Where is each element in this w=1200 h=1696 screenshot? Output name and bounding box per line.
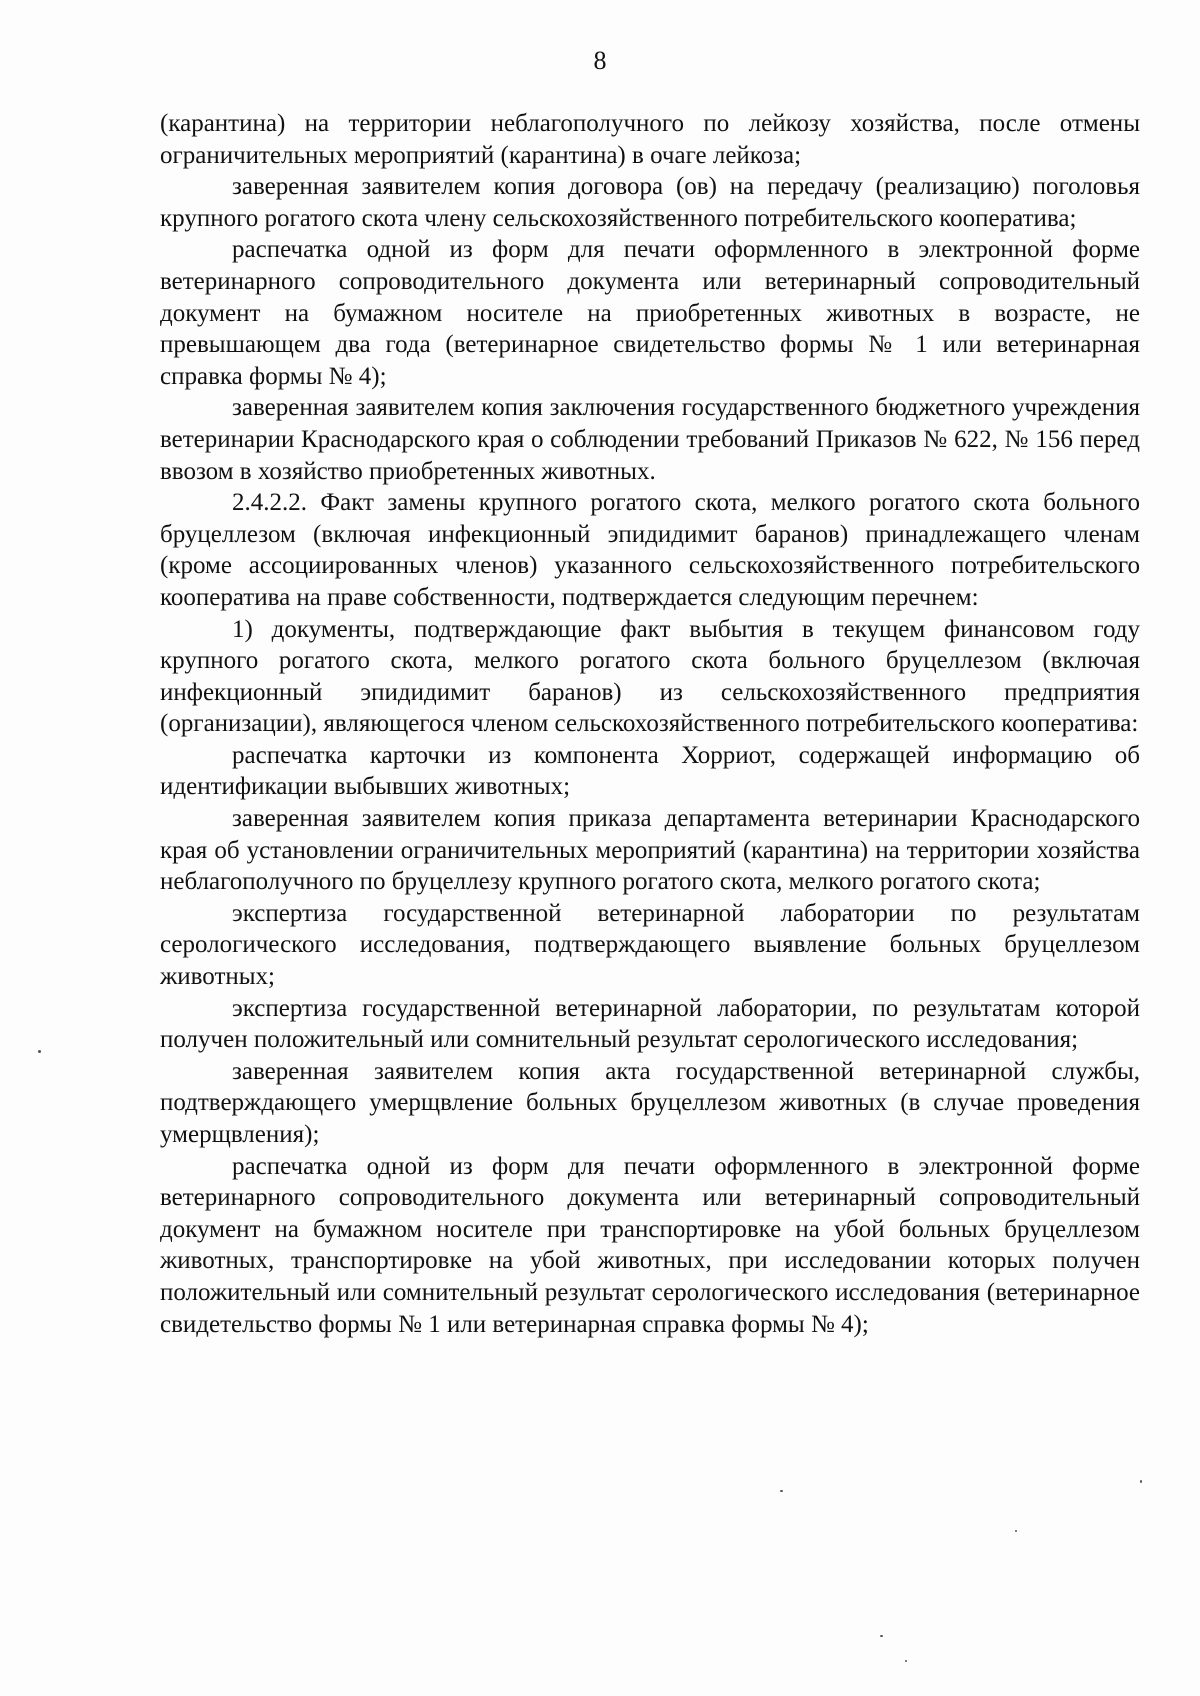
- paragraph-vet-document-slaughter: распечатка одной из форм для печати оформленного в электронной форме ветеринарного сопроводительного документа или ветеринарный сопроводительный документ на бумажном носителе при транспортировке на убой больных бруцеллезом животных, транспортировке на убой животных, при исследовании которых получен положительный или сомнительный результат серологического исследования (ветеринарное свидетельство формы № 1 или ветеринарная справка формы № 4);: [160, 1152, 1140, 1338]
- paragraph-transfer-contract: заверенная заявителем копия договора (ов) на передачу (реализацию) поголовья крупного рогатого скота члену сельскохозяйственного потребительского кооператива;: [160, 173, 1140, 232]
- paragraph-item-1-documents: 1) документы, подтверждающие факт выбытия в текущем финансовом году крупного рогатого скота, мелкого рогатого скота больного бруцеллезом (включая инфекционный эпидидимит баранов) из сельскохозяйственного предприятия (организации), являющегося членом сельскохозяйственного потребительского кооператива:: [160, 615, 1140, 738]
- scan-speck: [1140, 1480, 1142, 1483]
- document-body: [160, 108, 1140, 1340]
- scan-speck: [1015, 1530, 1017, 1532]
- paragraph-section-2-4-2-2: 2.4.2.2. Факт замены крупного рогатого скота, мелкого рогатого скота больного бруцеллезом (включая инфекционный эпидидимит баранов) принадлежащего членам (кроме ассоциированных членов) указанного сельскохозяйственного потребительского кооператива на праве собственности, подтверждается следующим перечнем:: [160, 489, 1140, 611]
- page-number: 8: [593, 46, 607, 75]
- paragraph-horriot-card: распечатка карточки из компонента Хорриот, содержащей информацию об идентификации выбывших животных;: [160, 741, 1140, 801]
- paragraph-culling-act: заверенная заявителем копия акта государственной ветеринарной службы, подтверждающего умерщвление больных бруцеллезом животных (в случае проведения умерщвления);: [160, 1057, 1140, 1148]
- scan-speck: [780, 1490, 783, 1492]
- scan-speck: [905, 1660, 907, 1662]
- scan-speck: [38, 1050, 41, 1053]
- paragraph-department-order: заверенная заявителем копия приказа департамента ветеринарии Краснодарского края об установлении ограничительных мероприятий (карантина) на территории хозяйства неблагополучного по бруцеллезу крупного рогатого скота, мелкого рогатого скота;: [160, 805, 1140, 896]
- paragraph-lab-expertise-result: экспертиза государственной ветеринарной лаборатории, по результатам которой получен положительный или сомнительный результат серологического исследования;: [160, 994, 1140, 1054]
- paragraph-vet-conclusion: заверенная заявителем копия заключения государственного бюджетного учреждения ветеринарии Краснодарского края о соблюдении требований Приказов № 622, № 156 перед ввозом в хозяйство приобретенных животных.: [160, 394, 1140, 485]
- scan-speck: [880, 1635, 883, 1637]
- paragraph-vet-document-purchased: распечатка одной из форм для печати оформленного в электронной форме ветеринарного сопроводительного документа или ветеринарный сопроводительный документ на бумажном носителе на приобретенных животных в возрасте, не превышающем два года (ветеринарное свидетельство формы № 1 или ветеринарная справка формы № 4);: [160, 236, 1140, 390]
- paragraph-lab-expertise-detection: экспертиза государственной ветеринарной лаборатории по результатам серологического исследования, подтверждающего выявление больных бруцеллезом животных;: [160, 899, 1140, 991]
- paragraph-quarantine-continuation: (карантина) на территории неблагополучного по лейкозу хозяйства, после отмены ограничительных мероприятий (карантина) в очаге лейкоза;: [160, 110, 1140, 169]
